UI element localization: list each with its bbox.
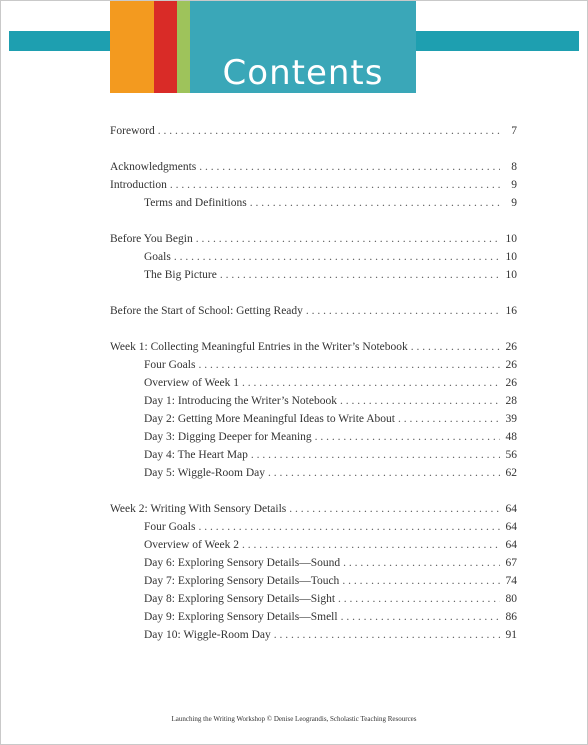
toc-entry-page: 10	[505, 251, 517, 263]
toc-entry-page: 26	[505, 359, 517, 371]
toc-entry-label: Before the Start of School: Getting Ready	[110, 305, 303, 317]
toc-leader-dots	[196, 230, 500, 248]
toc-leader-dots	[158, 122, 500, 140]
toc-entry-label: Day 9: Exploring Sensory Details—Smell	[144, 611, 338, 623]
toc-entry-page: 80	[505, 593, 517, 605]
toc-leader-dots	[343, 554, 500, 572]
toc-leader-dots	[341, 608, 500, 626]
toc-entry	[110, 572, 517, 590]
toc-entry-page: 39	[505, 413, 517, 425]
toc-entry	[110, 248, 517, 266]
toc-entry	[110, 176, 517, 194]
toc-entry	[110, 536, 517, 554]
toc-entry	[110, 392, 517, 410]
toc-entry-page: 86	[505, 611, 517, 623]
toc-entry-page: 26	[505, 341, 517, 353]
toc-leader-dots	[198, 356, 500, 374]
toc-entry-label: Day 10: Wiggle-Room Day	[144, 629, 271, 641]
toc-entry-label: Day 5: Wiggle-Room Day	[144, 467, 266, 479]
toc-entry-label: Day 6: Exploring Sensory Details—Sound	[144, 557, 341, 569]
header-orange-bar	[110, 1, 154, 93]
toc-leader-dots	[306, 302, 500, 320]
toc-leader-dots	[220, 266, 500, 284]
toc-entry	[110, 266, 517, 284]
toc-entry-page: 7	[511, 125, 517, 137]
toc-entry	[110, 122, 517, 140]
toc-entry	[110, 446, 517, 464]
toc-entry-label: Goals	[144, 251, 171, 263]
title-block	[190, 1, 416, 93]
toc-leader-dots	[251, 446, 500, 464]
toc-leader-dots	[198, 518, 500, 536]
toc-leader-dots	[340, 392, 500, 410]
toc-entry	[110, 374, 517, 392]
table-of-contents	[110, 122, 517, 644]
toc-entry-page: 64	[505, 503, 517, 515]
toc-leader-dots	[250, 194, 500, 212]
toc-entry-label: Acknowledgments	[110, 161, 197, 173]
toc-leader-dots	[174, 248, 500, 266]
toc-entry-page: 28	[505, 395, 517, 407]
toc-leader-dots	[411, 338, 500, 356]
toc-entry	[110, 158, 517, 176]
toc-entry-page: 10	[505, 269, 517, 281]
toc-entry	[110, 230, 517, 248]
toc-entry-label: Overview of Week 2	[144, 539, 239, 551]
toc-entry-page: 9	[511, 179, 517, 191]
toc-entry-label: Terms and Definitions	[144, 197, 247, 209]
toc-entry-page: 9	[511, 197, 517, 209]
toc-leader-dots	[274, 626, 500, 644]
toc-entry-page: 62	[505, 467, 517, 479]
toc-entry-page: 64	[505, 521, 517, 533]
toc-entry-page: 64	[505, 539, 517, 551]
toc-leader-dots	[199, 158, 500, 176]
toc-entry	[110, 554, 517, 572]
toc-leader-dots	[242, 374, 500, 392]
toc-leader-dots	[398, 410, 500, 428]
header-red-bar	[154, 1, 177, 93]
toc-entry	[110, 410, 517, 428]
toc-entry-page: 91	[505, 629, 517, 641]
toc-entry-label: Day 7: Exploring Sensory Details—Touch	[144, 575, 340, 587]
toc-entry-label: Foreword	[110, 125, 155, 137]
toc-entry-label: Day 2: Getting More Meaningful Ideas to Write About	[144, 413, 395, 425]
toc-entry-page: 56	[505, 449, 517, 461]
toc-leader-dots	[242, 536, 500, 554]
toc-entry-label: Day 1: Introducing the Writer’s Notebook	[144, 395, 337, 407]
toc-entry-page: 67	[505, 557, 517, 569]
toc-entry-label: Day 3: Digging Deeper for Meaning	[144, 431, 312, 443]
toc-entry	[110, 356, 517, 374]
toc-entry-label: Week 1: Collecting Meaningful Entries in the Writer’s Notebook	[110, 341, 408, 353]
toc-entry-label: Four Goals	[144, 521, 196, 533]
page-title: Contents	[222, 53, 384, 93]
toc-leader-dots	[170, 176, 500, 194]
toc-entry-page: 16	[505, 305, 517, 317]
footer-credit: Launching the Writing Workshop © Denise Leograndis, Scholastic Teaching Resources	[171, 715, 417, 723]
toc-entry-page: 8	[511, 161, 517, 173]
toc-leader-dots	[338, 590, 500, 608]
toc-entry	[110, 626, 517, 644]
toc-entry	[110, 464, 517, 482]
toc-entry	[110, 518, 517, 536]
toc-entry	[110, 428, 517, 446]
toc-entry-label: Overview of Week 1	[144, 377, 239, 389]
toc-entry-page: 74	[505, 575, 517, 587]
toc-leader-dots	[289, 500, 500, 518]
toc-entry-label: Four Goals	[144, 359, 196, 371]
toc-leader-dots	[342, 572, 500, 590]
toc-entry-label: Introduction	[110, 179, 167, 191]
toc-entry	[110, 608, 517, 626]
toc-entry	[110, 590, 517, 608]
toc-entry-label: The Big Picture	[144, 269, 217, 281]
toc-entry	[110, 194, 517, 212]
toc-entry-page: 10	[505, 233, 517, 245]
toc-entry	[110, 500, 517, 518]
toc-entry-label: Day 4: The Heart Map	[144, 449, 248, 461]
header-green-bar	[177, 1, 190, 93]
toc-entry-label: Before You Begin	[110, 233, 193, 245]
toc-leader-dots	[315, 428, 500, 446]
toc-entry	[110, 302, 517, 320]
toc-entry	[110, 338, 517, 356]
toc-entry-label: Day 8: Exploring Sensory Details—Sight	[144, 593, 336, 605]
toc-entry-page: 48	[505, 431, 517, 443]
toc-leader-dots	[268, 464, 500, 482]
toc-entry-page: 26	[505, 377, 517, 389]
toc-entry-label: Week 2: Writing With Sensory Details	[110, 503, 287, 515]
